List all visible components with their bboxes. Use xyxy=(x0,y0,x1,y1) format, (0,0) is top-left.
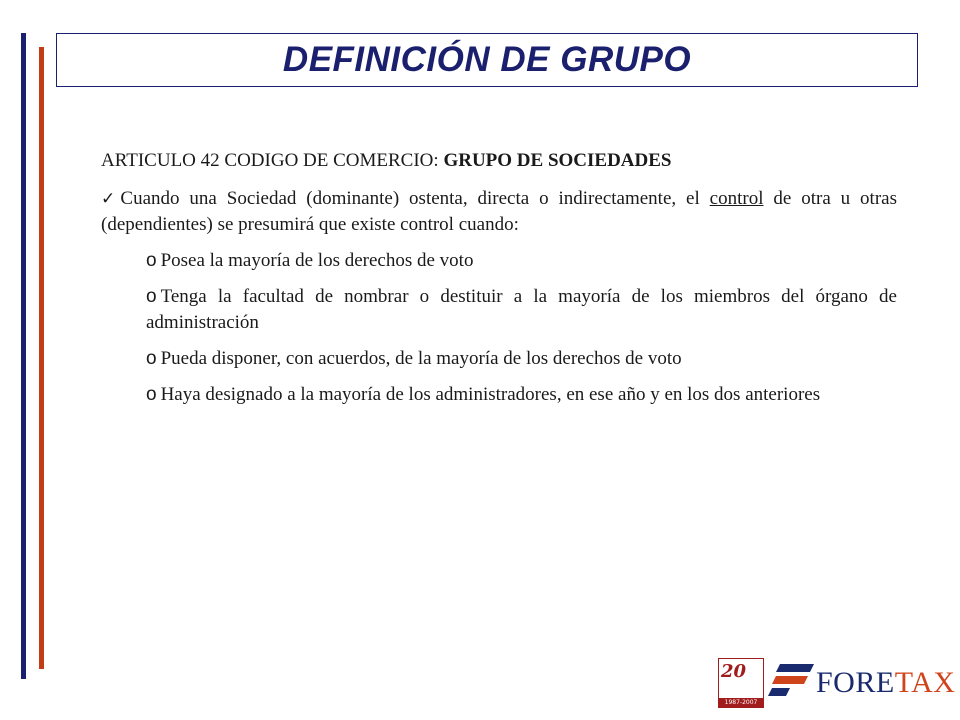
title-box xyxy=(56,33,918,87)
anniversary-number: 20 xyxy=(721,661,747,682)
article-heading-bold: GRUPO DE SOCIEDADES xyxy=(443,150,672,171)
list-item-text: Pueda disponer, con acuerdos, de la mayoría de los derechos de voto xyxy=(160,348,682,369)
list-item xyxy=(146,248,897,274)
article-heading xyxy=(101,148,897,174)
list-item xyxy=(146,346,897,372)
list-item xyxy=(146,382,897,408)
circle-bullet-icon: o xyxy=(146,348,157,369)
left-border-red xyxy=(39,47,44,669)
wordmark-fore: FORE xyxy=(816,666,895,699)
anniversary-years: 1987-2007 xyxy=(719,698,763,707)
page-title: DEFINICIÓN DE GRUPO xyxy=(282,40,692,79)
list-item-text: Posea la mayoría de los derechos de voto xyxy=(160,250,474,271)
wordmark-tax: TAX xyxy=(894,666,956,699)
anniversary-badge xyxy=(718,658,764,708)
foretax-logo xyxy=(712,654,956,710)
article-heading-prefix: ARTICULO 42 CODIGO DE COMERCIO: xyxy=(101,150,444,171)
list-item-text: Tenga la facultad de nombrar o destituir a la mayoría de los miembros del órgano de administración xyxy=(146,286,897,333)
slide-content xyxy=(101,148,897,418)
list-item xyxy=(146,284,897,336)
circle-bullet-icon: o xyxy=(146,250,157,271)
circle-bullet-icon: o xyxy=(146,384,157,405)
foretax-f-mark-icon xyxy=(766,664,814,700)
checkmark-icon: ✓ xyxy=(101,189,121,209)
intro-text-after: de otra u otras (dependientes) se presumirá que existe control cuando: xyxy=(101,188,897,235)
foretax-wordmark xyxy=(816,666,955,700)
intro-text-before: Cuando una Sociedad (dominante) ostenta, directa o indirectamente, el xyxy=(120,188,710,209)
intro-text-underlined: control xyxy=(709,188,764,209)
intro-paragraph xyxy=(101,186,897,238)
circle-bullet-icon: o xyxy=(146,286,157,307)
list-item-text: Haya designado a la mayoría de los administradores, en ese año y en los dos anteriores xyxy=(160,384,821,405)
left-border-blue xyxy=(21,33,26,679)
